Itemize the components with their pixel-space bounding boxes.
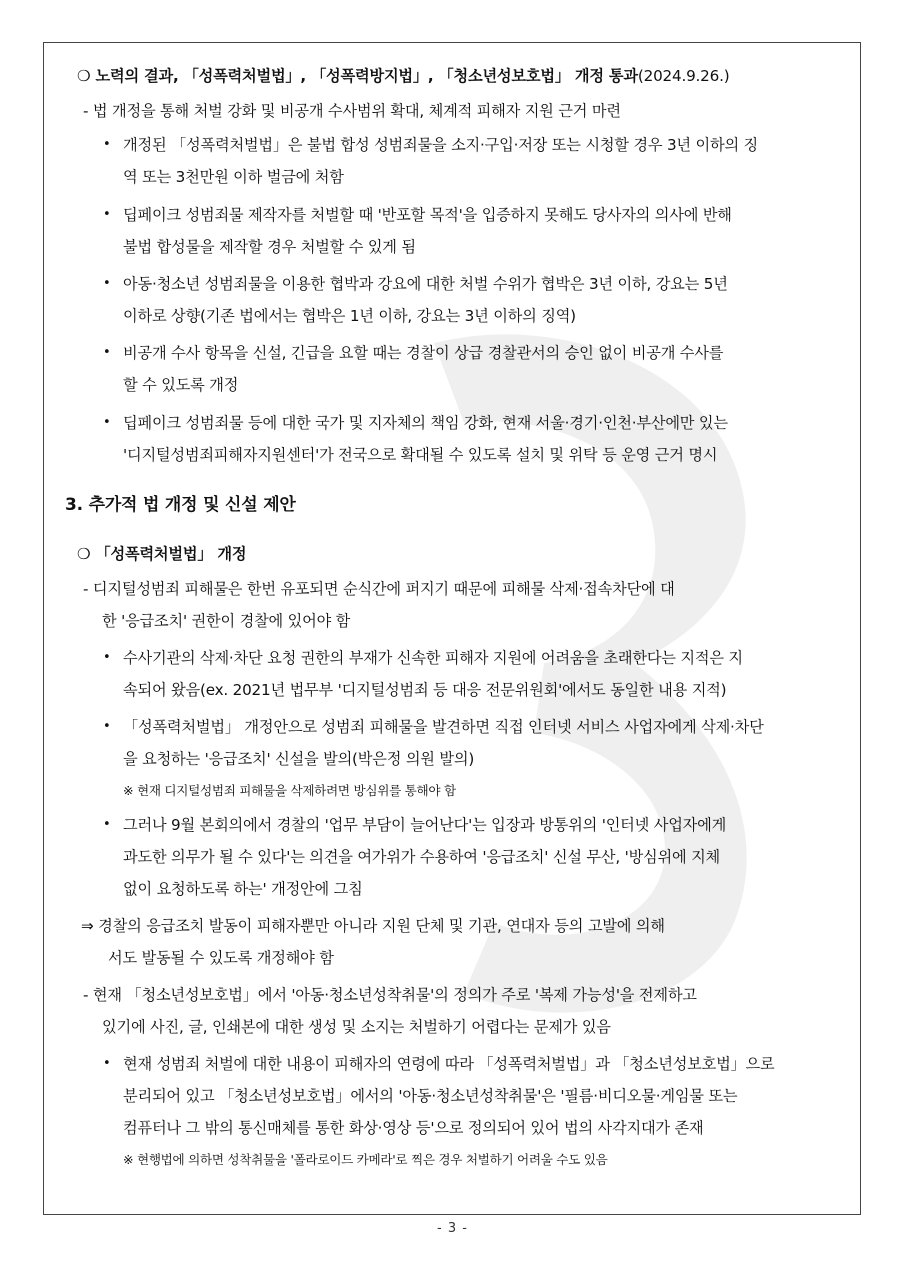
- bullet-dot-icon: •: [103, 817, 111, 832]
- arrow-conclusion: ⇒ 경찰의 응급조치 발동이 피해자뿐만 아니라 지원 단체 및 기관, 연대자 등의 고발에 의해: [81, 917, 665, 935]
- bullet-dot-icon: •: [103, 650, 111, 665]
- dash-item-text: 법 개정을 통해 처벌 강화 및 비공개 수사범위 확대, 체계적 피해자 지원 근거 마련: [92, 102, 621, 120]
- bullet-text: 과도한 의무가 될 수 있다'는 의견을 여가위가 수용하여 '응급조치' 신설 무산, '방심위에 지체: [123, 848, 721, 866]
- bullet-dot-icon: •: [103, 719, 111, 734]
- bullet-text: 불법 합성물을 제작할 경우 처벌할 수 있게 됨: [123, 238, 416, 256]
- bullet-text: 할 수 있도록 개정: [123, 376, 239, 394]
- dash-item: - 현재 「청소년성보호법」에서 '아동·청소년성착취물'의 정의가 주로 '복제 가능성'을 전제하고: [83, 986, 697, 1004]
- bullet-dot-icon: •: [103, 276, 111, 291]
- bullet-text: 분리되어 있고 「청소년성보호법」에서의 '아동·청소년성착취물'은 '필름·비디오물·게임물 또는: [123, 1087, 738, 1105]
- bullet-text: 현재 성범죄 처벌에 대한 내용이 피해자의 연령에 따라 「성폭력처벌법」과 「청소년성보호법」으로: [123, 1055, 775, 1073]
- page-number: - 3 -: [437, 1221, 468, 1236]
- bullet-text: 역 또는 3천만원 이하 벌금에 처함: [123, 168, 344, 186]
- bullet-dot-icon: •: [103, 207, 111, 222]
- bullet-text: 딥페이크 성범죄물 등에 대한 국가 및 지자체의 책임 강화, 현재 서울·경기·인천·부산에만 있는: [123, 414, 728, 432]
- bullet-text: 「성폭력처벌법」 개정안으로 성범죄 피해물을 발견하면 직접 인터넷 서비스 사업자에게 삭제·차단: [123, 718, 764, 736]
- bullet-dot-icon: •: [103, 137, 111, 152]
- footnote: ※ 현행법에 의하면 성착취물을 '폴라로이드 카메라'로 찍은 경우 처벌하기 어려울 수도 있음: [123, 1152, 608, 1167]
- circle-bullet-icon: ❍: [77, 545, 96, 563]
- arrow-conclusion-cont: 서도 발동될 수 있도록 개정해야 함: [108, 949, 334, 967]
- bullet-dot-icon: •: [103, 345, 111, 360]
- bullet-text: 컴퓨터나 그 밖의 통신매체를 통한 화상·영상 등'으로 정의되어 있어 법의 사각지대가 존재: [123, 1119, 704, 1137]
- bullet-text: 속되어 왔음(ex. 2021년 법무부 '디지털성범죄 등 대응 전문위원회'에서도 동일한 내용 지적): [123, 681, 727, 699]
- dash-item: - 디지털성범죄 피해물은 한번 유포되면 순식간에 퍼지기 때문에 피해물 삭제·접속차단에 대: [83, 580, 675, 598]
- bullet-text: '디지털성범죄피해자지원센터'가 전국으로 확대될 수 있도록 설치 및 위탁 등 운영 근거 명시: [123, 446, 718, 464]
- dash-item-cont: 있기에 사진, 글, 인쇄본에 대한 생성 및 소지는 처벌하기 어렵다는 문제가 있음: [102, 1018, 611, 1036]
- bullet-text: 이하로 상향(기존 법에서는 협박은 1년 이하, 강요는 3년 이하의 징역): [123, 307, 576, 325]
- document-body: [44, 43, 860, 1214]
- dash-item-cont: 한 '응급조치' 권한이 경찰에 있어야 함: [102, 612, 351, 630]
- page-frame: [43, 42, 861, 1215]
- bullet-text: 을 요청하는 '응급조치' 신설을 발의(박은정 의원 발의): [123, 750, 475, 768]
- bullet-text: 개정된 「성폭력처벌법」은 불법 합성 성범죄물을 소지·구입·저장 또는 시청할 경우 3년 이하의 징: [123, 136, 759, 154]
- bullet-text: 딥페이크 성범죄물 제작자를 처벌할 때 '반포할 목적'을 입증하지 못해도 당사자의 의사에 반해: [123, 206, 732, 224]
- bullet-dot-icon: •: [103, 1056, 111, 1071]
- bullet-text: 수사기관의 삭제·차단 요청 권한의 부재가 신속한 피해자 지원에 어려움을 초래한다는 지적은 지: [123, 649, 743, 667]
- circle-bullet-icon: ❍: [77, 67, 96, 85]
- heading-result: [77, 66, 729, 86]
- bullet-dot-icon: •: [103, 415, 111, 430]
- dash-item-text: 디지털성범죄 피해물은 한번 유포되면 순식간에 퍼지기 때문에 피해물 삭제·접속차단에 대: [92, 580, 675, 598]
- heading-result-text: 노력의 결과, 「성폭력처벌법」, 「성폭력방지법」, 「청소년성보호법」 개정 통과: [95, 67, 638, 85]
- heading-amendment: [77, 544, 246, 564]
- bullet-text: 없이 요청하도록 하는' 개정안에 그침: [123, 880, 363, 898]
- dash-item-text: 현재 「청소년성보호법」에서 '아동·청소년성착취물'의 정의가 주로 '복제 가능성'을 전제하고: [92, 986, 697, 1004]
- heading-amendment-text: 「성폭력처벌법」 개정: [95, 545, 247, 563]
- section-title: 3. 추가적 법 개정 및 신설 제안: [65, 495, 296, 515]
- bullet-text: 비공개 수사 항목을 신설, 긴급을 요할 때는 경찰이 상급 경찰관서의 승인 없이 비공개 수사를: [123, 344, 724, 362]
- footnote: ※ 현재 디지털성범죄 피해물을 삭제하려면 방심위를 통해야 함: [123, 783, 456, 798]
- bullet-text: 그러나 9월 본회의에서 경찰의 '업무 부담이 늘어난다'는 입장과 방통위의 '인터넷 사업자에게: [123, 816, 727, 834]
- bullet-text: 아동·청소년 성범죄물을 이용한 협박과 강요에 대한 처벌 수위가 협박은 3년 이하, 강요는 5년: [123, 275, 728, 293]
- heading-result-date: (2024.9.26.): [637, 67, 730, 85]
- dash-item: - 법 개정을 통해 처벌 강화 및 비공개 수사범위 확대, 체계적 피해자 지원 근거 마련: [83, 102, 621, 120]
